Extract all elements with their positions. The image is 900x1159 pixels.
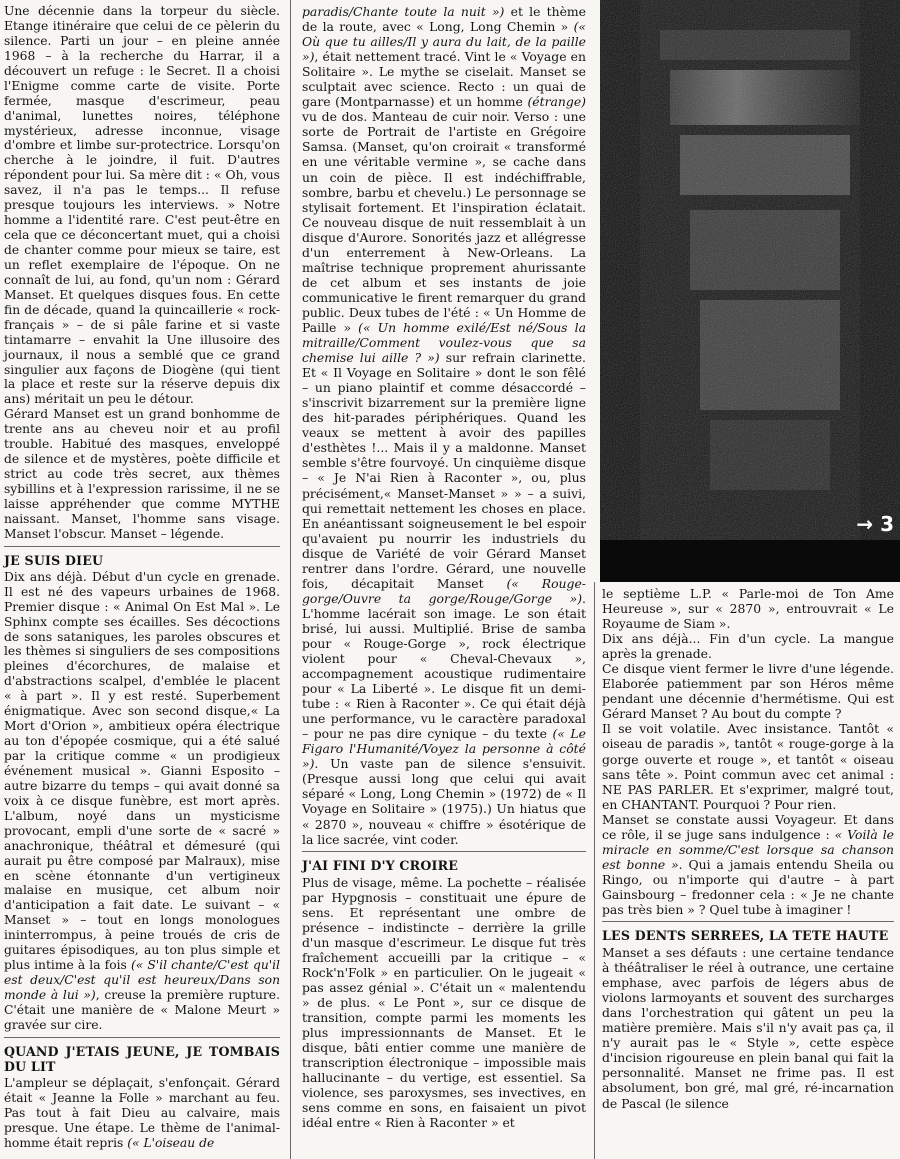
section-heading: LES DENTS SERREES, LA TETE HAUTE [602, 928, 889, 944]
paragraph: Manset se constate aussi Voyageur. Et dans ce rôle, il se juge sans indulgence : « Voilà le miracle en somme/C'est lorsque sa chanson est bonne ». Qui a jamais entendu Sheila ou Ringo, ou n'importe qui d'autre – à part Gainsbourg – fredonner cela : « Je ne chante pas très bien » ? Quel tube à imaginer ! [602, 811, 894, 917]
photo-image [600, 0, 900, 582]
section-divider [4, 546, 280, 547]
paragraph: Ce disque vient fermer le livre d'une légende. Elaborée patiemment par son Héros même pendant une décennie d'hermétisme. Qui est Gérard Manset ? Au bout du compte ? [602, 661, 894, 722]
column-rule-right [594, 582, 595, 1159]
section-heading: QUAND J'ETAIS JEUNE, JE TOMBAIS DU LIT [4, 1043, 280, 1074]
section-divider [602, 921, 894, 922]
section-divider [302, 851, 586, 852]
column-rule-left [290, 0, 291, 1159]
paragraph: Une décennie dans la torpeur du siècle. Etange itinéraire que celui de ce pèlerin du silence. Parti un jour – en pleine année 1968 – à la recherche du Harrar, il a découvert un refuge : le Secret. Il a choisi l'Enigme comme carte de visite. Porte fermée, masque d'escrimeur, peau d'animal, lunettes noires, téléphone mystérieux, adresse inconnue, visage d'ombre et limbe sur-protectrice. Lorsqu'on cherche à le joindre, il fuit. D'autres répondent pour lui. Sa mère dit : « Oh, vous savez, il n'a pas le temps... Il refuse presque toujours les interviews. » Notre homme a l'identité rare. C'est peut-être en cela que ce déconcertant muet, qui a choisi de chanter comme pour mieux se taire, est un reflet exemplaire de l'époque. On ne connaît de lui, au fond, qu'un nom : Gérard Manset. Et quelques disques fous. En cette fin de décade, quand la quincaillerie « rock-français » – de si pâle farine et si vaste tintamarre – envahit la Une illusoire des journaux, il nous a semblé que ce grand singulier aux façons de Diogène (qui tient la place et reste sur la réserve depuis dix ans) méritait un peu le détour. [4, 4, 280, 407]
article-photo [600, 0, 900, 582]
section-divider [4, 1037, 280, 1038]
paragraph: le septième L.P. « Parle-moi de Ton Ame Heureuse », sur « 2870 », entrouvrait « Le Royaume de Siam ». [602, 586, 894, 632]
paragraph: L'ampleur se déplaçait, s'enfonçait. Gérard était « Jeanne la Folle » marchant au feu. Pas tout à fait Dieu au calvaire, mais presque. Une étape. Le thème de l'animal-homme était repris (« L'oiseau de [4, 1075, 280, 1150]
article-column-1 [4, 4, 280, 1151]
article-column-3 [602, 586, 894, 1111]
paragraph: Il se voit volatile. Avec insistance. Tantôt « oiseau de paradis », tantôt « rouge-gorge à la gorge ouverte et rouge », et tantôt « oiseau sans tête ». Point commun avec cet animal : NE PAS PARLER. Et s'exprimer, malgré tout, en CHANTANT. Pourquoi ? Pour rien. [602, 721, 894, 812]
photo-page-arrow: → 3 [856, 512, 894, 536]
paragraph: Dix ans déjà. Début d'un cycle en grenade. Il est né des vapeurs urbaines de 1968. Premier disque : « Animal On Est Mal ». Le Sphinx compte ses écailles. Ses décoctions de sons sataniques, les paroles obscures et les thèmes si singuliers de ses compositions pleines d'écorchures, de malaise et d'abstractions scalpel, d'emblée le placent « à part ». Il y est resté. Superbement énigmatique. Avec son second disque,« La Mort d'Orion », ambitieux opéra électrique au ton d'épopée cosmique, qui a été salué par la critique comme « un prodigieux événement musical ». Gianni Esposito – autre bizarre du temps – qui avait donné sa voix à ce disque funèbre, est mort après. L'album, noyé dans un mysticisme provocant, empli d'une sorte de « sacré » anachronique, théâtral et démesuré (qui aurait pu être composé par Malraux), mise en scène étonnante d'un vertigineux malaise en musique, cet album noir d'anticipation a fait date. Le suivant – « Manset » – tout en longs monologues ininterrompus, à peine troués de cris de guitares épisodiques, au ton plus simple et plus intime à la fois (« S'il chante/C'est qu'il est deux/C'est qu'il est heureux/Dans son monde à lui »), creuse la première rupture. C'était une manière de « Malone Meurt » gravée sur cire. [4, 569, 280, 1032]
paragraph: Plus de visage, même. La pochette – réalisée par Hypgnosis – constituait une épure de sens. Et représentant une ombre de présence – indistincte – derrière la grille d'un masque d'escrimeur. Le disque fut très fraîchement accueilli par la critique – « Rock'n'Folk » en particulier. On le jugeait « pas assez génial ». C'était un « malentendu » de plus. « Le Pont », sur ce disque de transition, compte parmi les moments les plus impressionnants de Manset. Et le disque, bâti entier comme une manière de transcription électronique – impossible mais hallucinante – du vertige, est essentiel. Sa violence, ses paroxysmes, ses invectives, en sens comme en sons, en faisaient un pivot idéal entre « Rien à Raconter » et [302, 874, 586, 1131]
paragraph: paradis/Chante toute la nuit ») et le thème de la route, avec « Long, Long Chemin » (« Où que tu ailles/Il y aura du lait, de la paille »), était nettement tracé. Vint le « Voyage en Solitaire ». Le mythe se ciselait. Manset se sculptait avec science. Recto : un quai de gare (Montparnasse) et un homme (étrange) vu de dos. Manteau de cuir noir. Verso : une sorte de Portrait de l'artiste en Grégoire Samsa. (Manset, qu'on croirait « transformé en une véritable vermine », se cache dans un coin de pièce. Il est indéchiffrable, sombre, barbu et chevelu.) Le personnage se stylisait fortement. Et l'inspiration éclatait. Ce nouveau disque de nuit ressemblait à un disque d'Aurore. Sonorités jazz et allégresse d'un enterrement à New-Orleans. La maîtrise technique proprement ahurissante de cet album et ses instants de joie communicative le firent remarquer du grand public. Deux tubes de l'été : « Un Homme de Paille » (« Un homme exilé/Est né/Sous la mitraille/Comment voulez-vous que sa chemise lui aille ? ») sur refrain clarinette. Et « Il Voyage en Solitaire » dont le son fêlé – un piano plaintif et comme désaccordé – s'inscrivit bizarrement sur la première ligne des hit-parades périphériques. Quand les veaux se mettent à avoir des papilles d'esthètes !... Mais il y a maldonne. Manset semble s'être fourvoyé. Un cinquième disque – « Je N'ai Rien à Raconter », ou, plus précisément,« Manset-Manset » » – a suivi, qui remettait nettement les choses en place. En anéantissant soigneusement le bel espoir qu'avaient pu nourrir les industriels du disque de Variété de voir Gérard Manset rentrer dans l'ordre. Gérard, une nouvelle fois, décapitait Manset (« Rouge-gorge/Ouvre ta gorge/Rouge/Gorge »). L'homme lacérait son image. Le son était brisé, lui aussi. Multiplié. Brise de samba pour « Rouge-Gorge », rock électrique violent pour « Cheval-Chevaux », accompagnement acoustique rudimentaire pour « La Liberté ». Le disque fit un demi-tube : « Rien à Raconter ». Ce qui était déjà une performance, vu le caractère paradoxal – pour ne pas dire cynique – du texte (« Le Figaro l'Humanité/Voyez la personne à côté »). Un vaste pan de silence s'ensuivit. (Presque aussi long que celui qui avait séparé « Long, Long Chemin » (1972) de « Il Voyage en Solitaire » (1975).) Un hiatus que « 2870 », nouveau « chiffre » ésotérique de la lice sacrée, vint coder. [302, 4, 586, 847]
paragraph: Dix ans déjà... Fin d'un cycle. La mangue après la grenade. [602, 631, 894, 662]
section-heading: JE SUIS DIEU [4, 552, 104, 568]
article-column-2 [302, 4, 586, 1130]
section-heading: J'AI FINI D'Y CROIRE [302, 857, 459, 873]
paragraph: Gérard Manset est un grand bonhomme de trente ans au cheveu noir et au profil trouble. Habitué des masques, enveloppé de silence et de mystères, poète difficile et strict au code très secret, aux thèmes sybillins et à l'expression rarissime, il ne se laisse appréhender que comme MYTHE naissant. Manset, l'homme sans visage. Manset l'obscur. Manset – légende. [4, 407, 280, 541]
paragraph: Manset a ses défauts : une certaine tendance à théâtraliser le réel à outrance, une certaine emphase, avec parfois de légers abus de violons larmoyants et souvent des surcharges dans l'orchestration qui gâtent un peu la matière première. Mais s'il n'y avait pas ça, il n'y aurait pas le « Style », cette espèce d'incision rigoureuse en plein banal qui fait la personnalité. Manset ne frime pas. Il est absolument, bon gré, mal gré, ré-incarnation de Pascal (le silence [602, 945, 894, 1111]
